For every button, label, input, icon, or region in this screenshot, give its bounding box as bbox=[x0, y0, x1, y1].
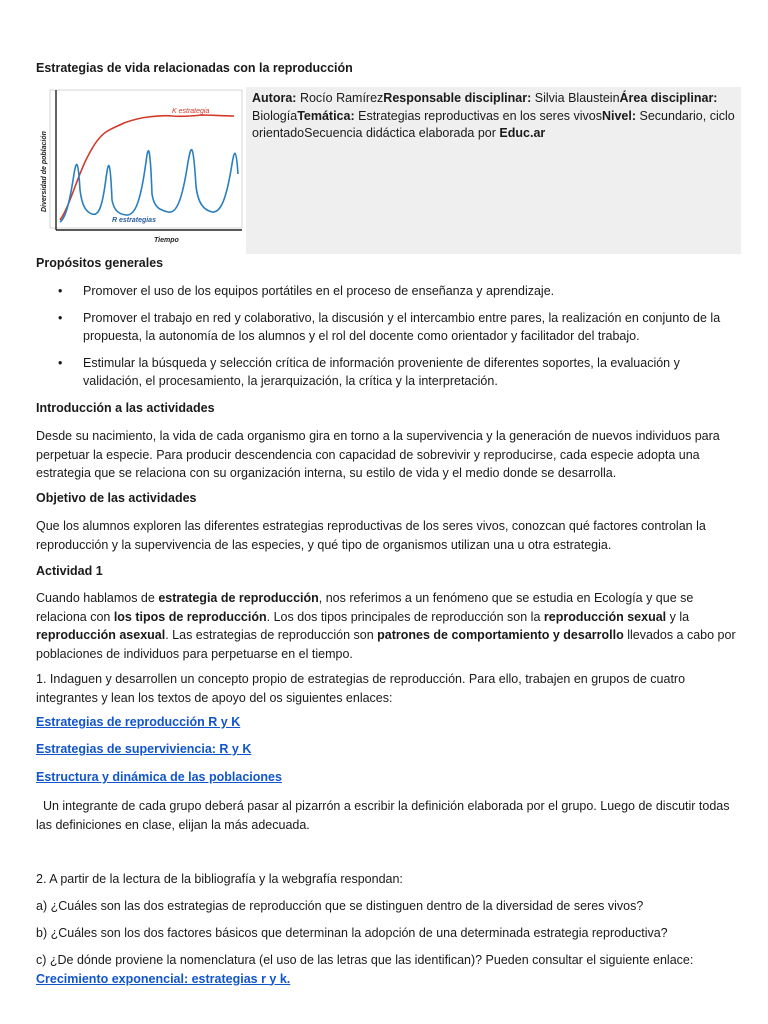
k-strategy-label: K estrategia bbox=[172, 108, 210, 115]
x-axis-label: Tiempo bbox=[154, 237, 179, 244]
nivel-value: Secundario, ciclo orientado bbox=[252, 108, 735, 140]
metadata-text bbox=[252, 90, 740, 143]
bold-term: estrategia de reproducción bbox=[158, 591, 319, 605]
pregunta-c-text: c) ¿De dónde proviene la nomenclatura (el uso de las letras que las identifican)? Pueden consultar el siguiente enlace: bbox=[36, 953, 694, 967]
tematica-label: Temática: bbox=[297, 108, 355, 123]
link-estructura-poblaciones[interactable]: Estructura y dinámica de las poblaciones bbox=[36, 770, 282, 784]
area-label: Área disciplinar: bbox=[619, 91, 718, 105]
text-run: y la bbox=[666, 609, 690, 624]
list-item-text: Promover el trabajo en red y colaborativo, la discusión y el intercambio entre pares, la realización en conjunto de la propuesta, la autonomía de los alumnos y el rol del docente como orientador y facilitador del trabajo. bbox=[83, 310, 721, 343]
nivel-label: Nivel: bbox=[601, 108, 637, 123]
link-crecimiento-exponencial[interactable]: Crecimiento exponencial: estrategias r y k. bbox=[36, 971, 291, 986]
consigna-2: 2. A partir de la lectura de la bibliografía y la webgrafía respondan: bbox=[36, 872, 403, 886]
pregunta-b: b) ¿Cuáles son los dos factores básicos que determinan la adopción de una determinada estrategia reproductiva? bbox=[36, 926, 668, 940]
bold-term: reproducción sexual bbox=[543, 609, 667, 624]
autora-label: Autora: bbox=[252, 91, 297, 105]
educar-brand: Educ.ar bbox=[499, 126, 546, 140]
consigna-1: 1. Indaguen y desarrollen un concepto propio de estrategias de reproducción. Para ello, trabajen en grupos de cuatro integrantes y lean los textos de apoyo del os siguientes enlaces: bbox=[36, 672, 686, 705]
text-run: llevados a cabo por poblaciones de individuos para perpetuarse en el tiempo. bbox=[36, 628, 736, 661]
list-item-text: Promover el uso de los equipos portátiles en el proceso de enseñanza y aprendizaje. bbox=[83, 284, 555, 298]
bold-term: reproducción asexual bbox=[36, 628, 166, 642]
population-strategy-figure bbox=[36, 82, 244, 246]
consigna-grupo: Un integrante de cada grupo deberá pasar al pizarrón a escribir la definición elaborada por el grupo. Luego de discutir todas las definiciones en clase, elijan la más adecuada. bbox=[36, 799, 733, 832]
bold-term: patrones de comportamiento y desarrollo bbox=[377, 628, 624, 642]
responsable-label: Responsable disciplinar: bbox=[383, 91, 532, 105]
tematica-value: Estrategias reproductivas en los seres vivos bbox=[358, 108, 602, 123]
objetivo-text: Que los alumnos exploren las diferentes estrategias reproductivas de los seres vivos, conozcan qué factores controlan la reproducción y la supervivencia de las especies, y qué tipo de organismos utilizan una u otra estrategia. bbox=[36, 519, 706, 552]
pregunta-a: a) ¿Cuáles son las dos estrategias de reproducción que se distinguen dentro de la diversidad de seres vivos? bbox=[36, 899, 644, 913]
list-item-text: Estimular la búsqueda y selección crítica de información proveniente de diferentes soportes, la evaluación y validación, el procesamiento, la jerarquización, la crítica y la interpretación. bbox=[83, 355, 680, 388]
bold-term: los tipos de reproducción bbox=[113, 609, 267, 624]
bullet-icon: • bbox=[58, 355, 63, 370]
propositos-list bbox=[36, 282, 742, 391]
list-item bbox=[36, 354, 742, 391]
intro-text: Desde su nacimiento, la vida de cada organismo gira en torno a la supervivencia y la generación de nuevos individuos para perpetuar la especie. Para producir descendencia con capacidad de sobrevivir y reproducirse, cada especie adopta una estrategia que se relaciona con su organización interna, su estilo de vida y el medio donde se desarrolla. bbox=[36, 429, 720, 480]
text-run: Cuando hablamos de bbox=[36, 591, 159, 605]
link-estrategias-superviviencia[interactable]: Estrategias de superviviencia: R y K bbox=[36, 742, 252, 756]
text-run: . Los dos tipos principales de reproducción son la bbox=[266, 609, 544, 624]
link-estrategias-reproduccion[interactable]: Estrategias de reproducción R y K bbox=[36, 715, 241, 729]
list-item bbox=[36, 282, 742, 301]
document-title: Estrategias de vida relacionadas con la reproducción bbox=[36, 61, 353, 75]
bullet-icon: • bbox=[58, 310, 63, 325]
list-item bbox=[36, 309, 742, 346]
bullet-icon: • bbox=[58, 284, 63, 298]
y-axis-label: Diversidad de población bbox=[41, 131, 48, 212]
pregunta-c bbox=[36, 951, 742, 988]
text-run: . Las estrategias de reproducción son bbox=[165, 628, 378, 642]
responsable-value: Silvia Blaustein bbox=[534, 91, 620, 105]
actividad1-paragraph bbox=[36, 589, 742, 663]
secuencia-text: Secuencia didáctica elaborada por bbox=[304, 126, 496, 140]
objetivo-heading: Objetivo de las actividades bbox=[36, 491, 197, 505]
area-value: Biología bbox=[252, 108, 298, 123]
propositos-heading: Propósitos generales bbox=[36, 256, 164, 270]
text-run: , nos referimos a un fenómeno que se estudia en Ecología y que se relaciona con bbox=[36, 591, 694, 624]
r-strategy-label: R estrategias bbox=[112, 217, 156, 224]
actividad1-heading: Actividad 1 bbox=[36, 564, 103, 578]
autora-value: Rocío Ramírez bbox=[299, 91, 384, 105]
intro-heading: Introducción a las actividades bbox=[36, 401, 215, 415]
